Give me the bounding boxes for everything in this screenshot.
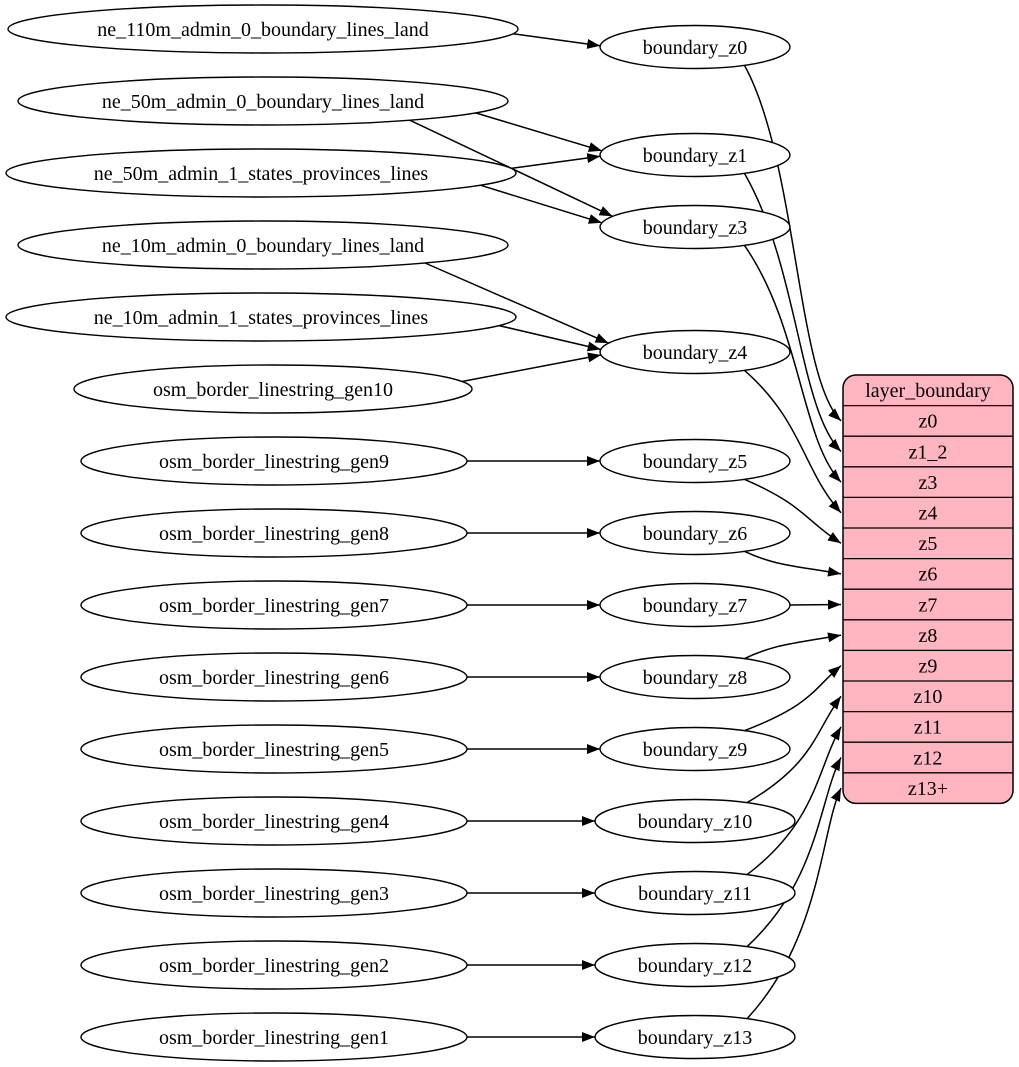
table-row-label: z12 [913, 747, 943, 770]
table-row-z9 [919, 656, 938, 678]
node-label: osm_border_linestring_gen3 [159, 882, 389, 905]
stage-node-boundary_z0 [600, 26, 790, 69]
layer-boundary-table [843, 375, 1013, 803]
table-row-z4 [919, 503, 938, 525]
node-label: ne_110m_admin_0_boundary_lines_land [97, 18, 429, 41]
node-label: boundary_z7 [642, 594, 748, 617]
node-label: boundary_z4 [642, 341, 748, 364]
node-label: boundary_z11 [638, 882, 752, 905]
node-label: boundary_z1 [642, 144, 748, 167]
source-node-ne_10m_admin_0_boundary_lines_land [18, 221, 508, 269]
stage-node-boundary_z5 [600, 440, 790, 483]
source-node-ne_110m_admin_0_boundary_lines_land [8, 5, 518, 53]
table-row-z5 [919, 533, 938, 555]
node-label: ne_50m_admin_1_states_provinces_lines [93, 162, 429, 185]
table-row-z11 [914, 717, 942, 739]
stage-node-boundary_z4 [600, 331, 790, 374]
node-label: boundary_z5 [642, 450, 748, 473]
source-node-osm_border_linestring_gen5 [81, 725, 467, 773]
stage-node-boundary_z11 [595, 872, 795, 915]
node-label: osm_border_linestring_gen4 [159, 810, 389, 833]
source-node-osm_border_linestring_gen1 [81, 1013, 467, 1061]
node-label: osm_border_linestring_gen6 [159, 666, 389, 689]
node-label: boundary_z8 [642, 666, 748, 689]
source-node-osm_border_linestring_gen6 [81, 653, 467, 701]
source-node-osm_border_linestring_gen7 [81, 581, 467, 629]
source-node-osm_border_linestring_gen4 [81, 797, 467, 845]
node-label: osm_border_linestring_gen5 [159, 738, 389, 761]
source-node-osm_border_linestring_gen10 [74, 365, 472, 413]
node-label: boundary_z9 [642, 738, 748, 761]
stage-node-boundary_z3 [600, 206, 790, 249]
source-node-osm_border_linestring_gen8 [81, 509, 467, 557]
node-label: boundary_z12 [637, 954, 753, 977]
table-row-z10 [914, 686, 943, 708]
table-row-z7 [919, 594, 938, 616]
table-row-label: z4 [918, 502, 938, 525]
node-label: osm_border_linestring_gen8 [159, 522, 389, 545]
table-row-label: z8 [918, 624, 938, 647]
table-row-label: z11 [913, 716, 943, 739]
table-row-z6 [919, 564, 938, 586]
source-node-osm_border_linestring_gen9 [81, 437, 467, 485]
edge-boundary_z7-z7 [790, 605, 841, 606]
node-label: ne_50m_admin_0_boundary_lines_land [101, 90, 425, 113]
table-row-label: z6 [918, 563, 938, 586]
table-row-z13+ [908, 778, 948, 800]
table-row-label: z0 [918, 410, 938, 433]
table-row-label: z5 [918, 533, 938, 556]
table-row-label: z9 [918, 655, 938, 678]
source-node-ne_10m_admin_1_states_provinces_lines [6, 293, 516, 341]
node-label: osm_border_linestring_gen7 [159, 594, 389, 617]
node-label: boundary_z3 [642, 216, 748, 239]
node-label: ne_10m_admin_0_boundary_lines_land [101, 234, 425, 257]
table-row-z12 [914, 747, 943, 769]
table-row-label: z7 [918, 594, 938, 617]
node-label: boundary_z6 [642, 522, 748, 545]
node-label: boundary_z10 [637, 810, 753, 833]
node-label: osm_border_linestring_gen1 [159, 1026, 389, 1049]
node-label: boundary_z0 [642, 36, 748, 59]
node-label: osm_border_linestring_gen10 [153, 378, 393, 401]
stage-node-boundary_z9 [600, 728, 790, 771]
stage-node-boundary_z1 [600, 134, 790, 177]
table-row-label: z13+ [907, 777, 949, 800]
source-node-ne_50m_admin_0_boundary_lines_land [18, 77, 508, 125]
stage-node-boundary_z10 [595, 800, 795, 843]
source-node-ne_50m_admin_1_states_provinces_lines [6, 149, 516, 197]
node-label: boundary_z13 [637, 1026, 753, 1049]
stage-node-boundary_z12 [595, 944, 795, 987]
table-row-z0 [919, 411, 938, 433]
node-label: osm_border_linestring_gen2 [159, 954, 389, 977]
table-row-z1_2 [909, 441, 948, 463]
source-node-osm_border_linestring_gen2 [81, 941, 467, 989]
table-row-z3 [919, 472, 938, 494]
table-row-label: z3 [918, 471, 938, 494]
node-label: ne_10m_admin_1_states_provinces_lines [93, 306, 429, 329]
table-row-label: z1_2 [908, 441, 948, 464]
stage-node-boundary_z13 [595, 1016, 795, 1059]
table-row-z8 [919, 625, 938, 647]
table-row-label: z10 [913, 686, 943, 709]
node-label: osm_border_linestring_gen9 [159, 450, 389, 473]
stage-node-boundary_z8 [600, 656, 790, 699]
table-title: layer_boundary [865, 380, 991, 403]
stage-node-boundary_z7 [600, 584, 790, 627]
stage-node-boundary_z6 [600, 512, 790, 555]
source-node-osm_border_linestring_gen3 [81, 869, 467, 917]
